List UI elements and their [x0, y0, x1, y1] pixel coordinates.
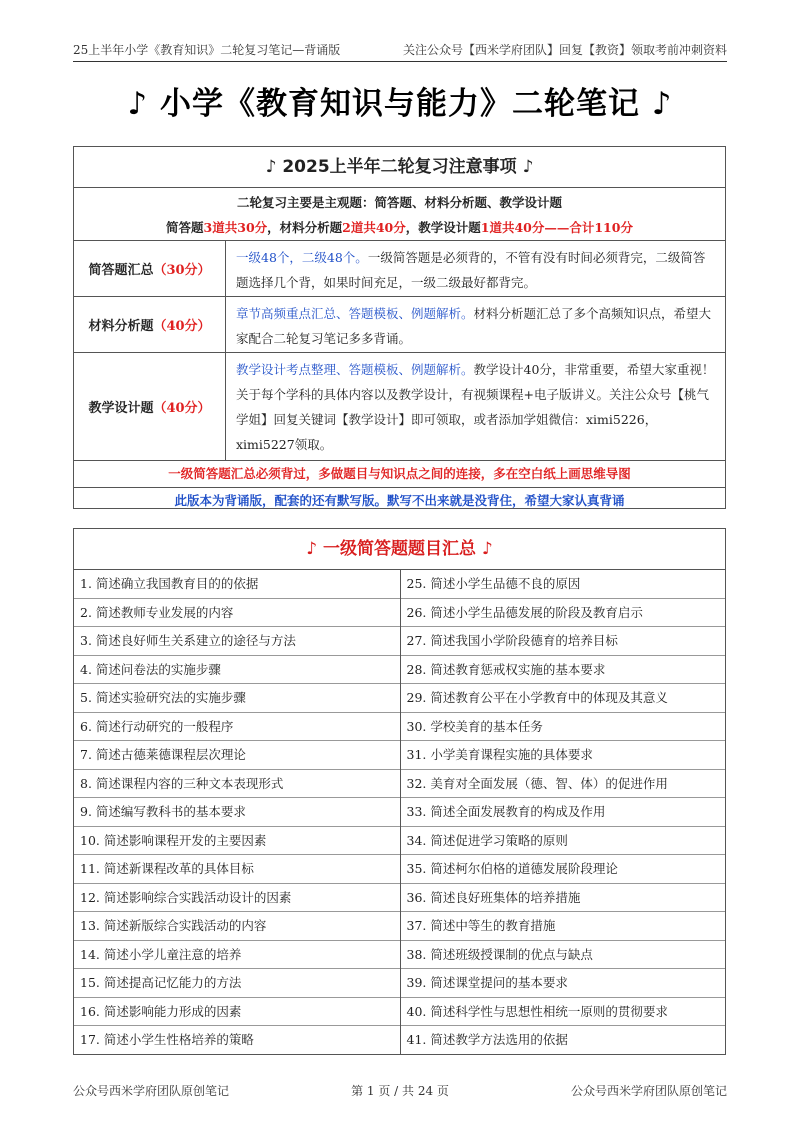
row-label — [74, 241, 226, 296]
question-item: 37. 简述中等生的教育措施 — [401, 912, 726, 941]
row-text — [226, 297, 725, 352]
row-label-main: 教学设计题 — [88, 401, 154, 416]
row-label-main: 材料分析题 — [88, 319, 154, 334]
question-item: 3. 简述良好师生关系建立的途径与方法 — [74, 627, 400, 656]
question-item: 5. 简述实验研究法的实施步骤 — [74, 684, 400, 713]
question-item: 12. 简述影响综合实践活动设计的因素 — [74, 884, 400, 913]
question-item: 27. 简述我国小学阶段德育的培养目标 — [401, 627, 726, 656]
question-item: 15. 简述提高记忆能力的方法 — [74, 969, 400, 998]
question-item: 8. 简述课程内容的三种文本表现形式 — [74, 770, 400, 799]
question-item: 9. 简述编写教科书的基本要求 — [74, 798, 400, 827]
question-column-left — [74, 570, 400, 1055]
question-item: 31. 小学美育课程实施的具体要求 — [401, 741, 726, 770]
list-title: ♪ 一级简答题题目汇总 ♪ — [74, 529, 725, 570]
row-label-score: （40分） — [153, 319, 211, 334]
question-item: 30. 学校美育的基本任务 — [401, 713, 726, 742]
question-item: 1. 简述确立我国教育目的的依据 — [74, 570, 400, 599]
question-item: 33. 简述全面发展教育的构成及作用 — [401, 798, 726, 827]
row-label — [74, 353, 226, 460]
question-item: 26. 简述小学生品德发展的阶段及教育启示 — [401, 599, 726, 628]
question-item: 36. 简述良好班集体的培养措施 — [401, 884, 726, 913]
notice-row-material — [74, 296, 725, 352]
banner-blue: 此版本为背诵版，配套的还有默写版。默写不出来就是没背住，希望大家认真背诵 — [74, 487, 725, 514]
question-item: 17. 简述小学生性格培养的策略 — [80, 1032, 254, 1047]
page-header — [73, 36, 727, 62]
question-item: 41. 简述教学方法选用的依据 — [406, 1032, 568, 1047]
question-item: 32. 美育对全面发展（德、智、体）的促进作用 — [401, 770, 726, 799]
score-b: 3道共30分 — [203, 220, 268, 235]
score-c: ，材料分析题 — [267, 220, 343, 235]
notice-intro: 二轮复习主要是主观题：简答题、材料分析题、教学设计题 — [236, 195, 562, 210]
row-label-score: （30分） — [153, 263, 211, 278]
question-item: 7. 简述古德莱德课程层次理论 — [74, 741, 400, 770]
question-item: 34. 简述促进学习策略的原则 — [401, 827, 726, 856]
row-body: 教学设计40分，非常重要，希望大家重视！关于每个学科的具体内容以及教学设计，有视频课程+电子版讲义。关注公众号【桃气学姐】回复关键词【教学设计】即可领取，或者添加学姐微信：ximi5226，ximi5227领取。 — [236, 362, 715, 452]
score-d: 2道共40分 — [342, 220, 406, 235]
page-title: ♪ 小学《教育知识与能力》二轮笔记 ♪ — [127, 86, 673, 122]
row-highlight: 章节高频重点汇总、答题模板、例题解析。 — [236, 306, 474, 321]
notice-box — [73, 146, 726, 509]
header-left: 25上半年小学《教育知识》二轮复习笔记—背诵版 — [73, 43, 341, 57]
header-right: 关注公众号【西米学府团队】回复【教资】领取考前冲刺资料 — [402, 43, 727, 57]
question-item: 16. 简述影响能力形成的因素 — [74, 998, 400, 1027]
score-f: 1道共40分——合计110分 — [480, 220, 633, 235]
row-text — [226, 241, 725, 296]
question-item: 29. 简述教育公平在小学教育中的体现及其意义 — [401, 684, 726, 713]
notice-row-short-answer — [74, 240, 725, 296]
notice-row-teaching-design — [74, 352, 725, 460]
row-body: 一级简答题是必须背的，不管有没有时间必须背完，二级简答题选择几个背，如果时间充足，一级二级最好都背完。 — [236, 250, 706, 290]
question-list-box — [73, 528, 726, 1055]
question-item: 38. 简述班级授课制的优点与缺点 — [401, 941, 726, 970]
row-label — [74, 297, 226, 352]
question-item: 13. 简述新版综合实践活动的内容 — [74, 912, 400, 941]
notice-title: ♪ 2025上半年二轮复习注意事项 ♪ — [74, 147, 725, 188]
row-label-score: （40分） — [153, 401, 211, 416]
question-columns — [74, 570, 725, 1055]
question-item: 10. 简述影响课程开发的主要因素 — [74, 827, 400, 856]
question-item: 35. 简述柯尔伯格的道德发展阶段理论 — [401, 855, 726, 884]
question-item: 14. 简述小学儿童注意的培养 — [74, 941, 400, 970]
question-item: 4. 简述问卷法的实施步骤 — [74, 656, 400, 685]
page-footer — [73, 1082, 727, 1099]
question-item: 40. 简述科学性与思想性相统一原则的贯彻要求 — [401, 998, 726, 1027]
score-a: 简答题 — [166, 220, 204, 235]
notice-score-line — [74, 215, 725, 240]
question-item: 25. 简述小学生品德不良的原因 — [401, 570, 726, 599]
row-highlight: 一级48个，二级48个。 — [236, 250, 368, 265]
question-item: 39. 简述课堂提问的基本要求 — [401, 969, 726, 998]
question-item: 6. 简述行动研究的一般程序 — [74, 713, 400, 742]
question-item: 2. 简述教师专业发展的内容 — [74, 599, 400, 628]
row-highlight: 教学设计考点整理、答题模板、例题解析。 — [236, 362, 474, 377]
row-body: 材料分析题汇总了多个高频知识点，希望大家配合二轮复习笔记多多背诵。 — [236, 306, 712, 346]
footer-left: 公众号西米学府团队原创笔记 — [73, 1084, 230, 1098]
footer-right: 公众号西米学府团队原创笔记 — [570, 1084, 727, 1098]
score-e: ，教学设计题 — [405, 220, 481, 235]
page-number: 第 1 页 / 共 24 页 — [351, 1084, 449, 1098]
row-text — [226, 353, 725, 460]
banner-red: 一级简答题汇总必须背过，多做题目与知识点之间的连接，多在空白纸上画思维导图 — [74, 460, 725, 487]
question-column-right — [400, 570, 726, 1055]
question-item: 28. 简述教育惩戒权实施的基本要求 — [401, 656, 726, 685]
row-label-main: 简答题汇总 — [88, 263, 154, 278]
question-item: 11. 简述新课程改革的具体目标 — [74, 855, 400, 884]
